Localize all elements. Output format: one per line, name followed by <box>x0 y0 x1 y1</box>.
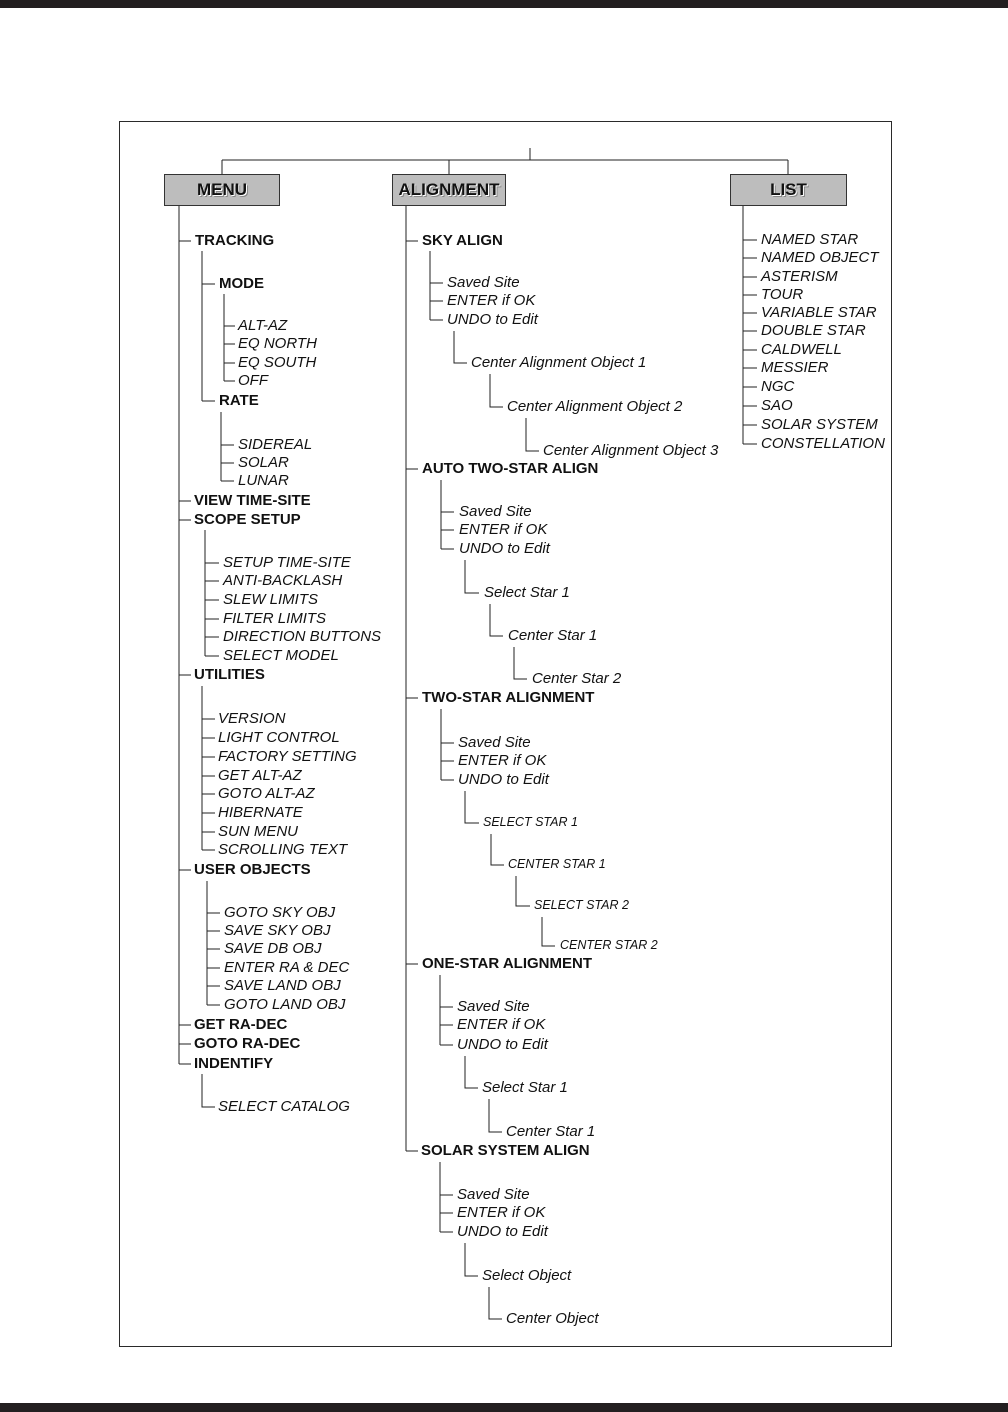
utilities-item[interactable]: SCROLLING TEXT <box>218 841 348 858</box>
list-item[interactable]: NGC <box>761 378 795 395</box>
utilities-item[interactable]: HIBERNATE <box>218 804 303 821</box>
sky-align-step[interactable]: Center Alignment Object 3 <box>543 442 719 459</box>
menu-utilities[interactable]: UTILITIES <box>194 666 265 683</box>
two-star-option[interactable]: UNDO to Edit <box>458 771 549 788</box>
one-star-option[interactable]: UNDO to Edit <box>457 1036 548 1053</box>
two-star-option[interactable]: ENTER if OK <box>458 752 547 769</box>
auto-two-star-step[interactable]: Center Star 1 <box>508 627 598 644</box>
menu-tracking-rate[interactable]: RATE <box>219 392 259 409</box>
menu-goto-ra-dec[interactable]: GOTO RA-DEC <box>194 1035 301 1052</box>
list-item[interactable]: DOUBLE STAR <box>761 322 866 339</box>
mode-item[interactable]: EQ NORTH <box>238 335 317 352</box>
rate-item[interactable]: SOLAR <box>238 454 289 471</box>
one-star-option[interactable]: ENTER if OK <box>457 1016 546 1033</box>
scope-setup-item[interactable]: SLEW LIMITS <box>223 591 319 608</box>
user-objects-item[interactable]: SAVE SKY OBJ <box>224 922 331 939</box>
utilities-item[interactable]: GOTO ALT-AZ <box>218 785 315 802</box>
two-star-title[interactable]: TWO-STAR ALIGNMENT <box>422 689 595 706</box>
user-objects-item[interactable]: GOTO SKY OBJ <box>224 904 336 921</box>
indentify-select-catalog[interactable]: SELECT CATALOG <box>218 1098 350 1115</box>
solar-system-align-option[interactable]: ENTER if OK <box>457 1204 546 1221</box>
scope-setup-item[interactable]: FILTER LIMITS <box>223 610 327 627</box>
mode-item[interactable]: OFF <box>238 372 268 389</box>
user-objects-item[interactable]: SAVE DB OBJ <box>224 940 322 957</box>
list-item[interactable]: CALDWELL <box>761 341 842 358</box>
rate-item[interactable]: SIDEREAL <box>238 436 313 453</box>
rate-item[interactable]: LUNAR <box>238 472 289 489</box>
one-star-option[interactable]: Saved Site <box>457 998 530 1015</box>
list-item[interactable]: NAMED STAR <box>761 231 859 248</box>
menu-tracking[interactable]: TRACKING <box>195 232 275 249</box>
list-item[interactable]: CONSTELLATION <box>761 435 885 452</box>
auto-two-star-step[interactable]: Center Star 2 <box>532 670 622 687</box>
sky-align-step[interactable]: Center Alignment Object 2 <box>507 398 683 415</box>
scope-setup-item[interactable]: SETUP TIME-SITE <box>223 554 351 571</box>
menu-scope-setup[interactable]: SCOPE SETUP <box>194 511 301 528</box>
list-item[interactable]: TOUR <box>761 286 804 303</box>
one-star-step[interactable]: Center Star 1 <box>506 1123 596 1140</box>
list-item[interactable]: NAMED OBJECT <box>761 249 879 266</box>
utilities-item[interactable]: GET ALT-AZ <box>218 767 302 784</box>
user-objects-item[interactable]: GOTO LAND OBJ <box>224 996 346 1013</box>
one-star-step[interactable]: Select Star 1 <box>482 1079 568 1096</box>
utilities-item[interactable]: VERSION <box>218 710 286 727</box>
user-objects-item[interactable]: SAVE LAND OBJ <box>224 977 341 994</box>
menu-get-ra-dec[interactable]: GET RA-DEC <box>194 1016 288 1033</box>
sky-align-title[interactable]: SKY ALIGN <box>422 232 503 249</box>
auto-two-star-option[interactable]: Saved Site <box>459 503 532 520</box>
menu-view-time-site[interactable]: VIEW TIME-SITE <box>194 492 311 509</box>
sky-align-option[interactable]: UNDO to Edit <box>447 311 538 328</box>
auto-two-star-step[interactable]: Select Star 1 <box>484 584 570 601</box>
menu-header[interactable]: MENU <box>164 174 280 206</box>
two-star-step[interactable]: SELECT STAR 1 <box>483 815 578 829</box>
menu-tracking-mode[interactable]: MODE <box>219 275 264 292</box>
scope-setup-item[interactable]: SELECT MODEL <box>223 647 339 664</box>
list-header[interactable]: LIST <box>730 174 847 206</box>
two-star-option[interactable]: Saved Site <box>458 734 531 751</box>
auto-two-star-title[interactable]: AUTO TWO-STAR ALIGN <box>422 460 599 477</box>
utilities-item[interactable]: LIGHT CONTROL <box>218 729 340 746</box>
list-item[interactable]: ASTERISM <box>761 268 838 285</box>
alignment-header[interactable]: ALIGNMENT <box>392 174 506 206</box>
auto-two-star-option[interactable]: ENTER if OK <box>459 521 548 538</box>
solar-system-align-step[interactable]: Select Object <box>482 1267 572 1284</box>
solar-system-align-step[interactable]: Center Object <box>506 1310 599 1327</box>
mode-item[interactable]: EQ SOUTH <box>238 354 317 371</box>
list-item[interactable]: MESSIER <box>761 359 829 376</box>
menu-user-objects[interactable]: USER OBJECTS <box>194 861 311 878</box>
sky-align-step[interactable]: Center Alignment Object 1 <box>471 354 647 371</box>
two-star-step[interactable]: CENTER STAR 2 <box>560 938 658 952</box>
two-star-step[interactable]: SELECT STAR 2 <box>534 898 629 912</box>
solar-system-align-option[interactable]: Saved Site <box>457 1186 530 1203</box>
sky-align-option[interactable]: Saved Site <box>447 274 520 291</box>
solar-system-align-option[interactable]: UNDO to Edit <box>457 1223 548 1240</box>
two-star-step[interactable]: CENTER STAR 1 <box>508 857 606 871</box>
utilities-item[interactable]: FACTORY SETTING <box>218 748 357 765</box>
sky-align-option[interactable]: ENTER if OK <box>447 292 536 309</box>
one-star-title[interactable]: ONE-STAR ALIGNMENT <box>422 955 592 972</box>
utilities-item[interactable]: SUN MENU <box>218 823 299 840</box>
solar-system-align-title[interactable]: SOLAR SYSTEM ALIGN <box>421 1142 590 1159</box>
list-item[interactable]: SOLAR SYSTEM <box>761 416 878 433</box>
list-item[interactable]: SAO <box>761 397 793 414</box>
auto-two-star-option[interactable]: UNDO to Edit <box>459 540 550 557</box>
scope-setup-item[interactable]: DIRECTION BUTTONS <box>223 628 382 645</box>
list-item[interactable]: VARIABLE STAR <box>761 304 877 321</box>
scope-setup-item[interactable]: ANTI-BACKLASH <box>223 572 343 589</box>
user-objects-item[interactable]: ENTER RA & DEC <box>224 959 350 976</box>
menu-indentify[interactable]: INDENTIFY <box>194 1055 274 1072</box>
mode-item[interactable]: ALT-AZ <box>238 317 288 334</box>
